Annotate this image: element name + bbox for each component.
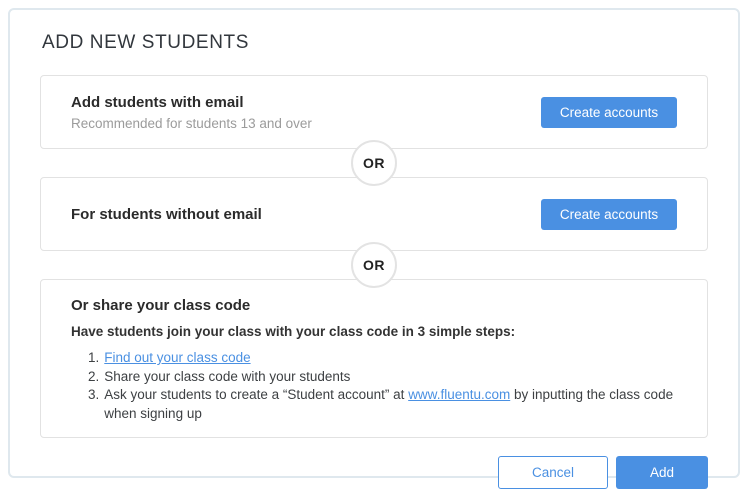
section-heading: For students without email bbox=[71, 205, 262, 223]
class-code-intro: Have students join your class with your class code in 3 simple steps: bbox=[71, 324, 516, 339]
find-class-code-link[interactable]: Find out your class code bbox=[104, 350, 251, 365]
add-new-students-dialog bbox=[8, 8, 740, 478]
step-number: 1. bbox=[88, 350, 100, 365]
or-divider-1 bbox=[40, 149, 708, 177]
create-accounts-email-button[interactable]: Create accounts bbox=[541, 97, 677, 128]
list-item bbox=[88, 368, 677, 387]
step-text-before: Ask your students to create a “Student account” at bbox=[104, 387, 409, 402]
dialog-footer bbox=[40, 456, 708, 489]
or-divider-2 bbox=[40, 251, 708, 279]
step-text-after: by inputting the class code when signing up bbox=[104, 387, 674, 421]
section-subtext: Recommended for students 13 and over bbox=[71, 115, 312, 131]
create-accounts-no-email-button[interactable]: Create accounts bbox=[541, 199, 677, 230]
section-class-code bbox=[40, 279, 708, 438]
step-number: 2. bbox=[88, 368, 100, 384]
class-code-steps bbox=[88, 349, 677, 423]
section-without-email bbox=[40, 177, 708, 251]
or-badge: OR bbox=[351, 242, 397, 288]
section-add-with-email bbox=[40, 75, 708, 149]
step-text bbox=[104, 349, 250, 368]
page-title: ADD NEW STUDENTS bbox=[42, 32, 249, 53]
step-text: Share your class code with your students bbox=[104, 368, 351, 384]
fluentu-link[interactable]: www.fluentu.com bbox=[408, 387, 511, 402]
section-add-with-email-text bbox=[71, 94, 312, 131]
section-heading: Add students with email bbox=[71, 93, 244, 111]
section-heading: Or share your class code bbox=[71, 297, 251, 314]
step-text bbox=[104, 386, 677, 423]
list-item bbox=[88, 349, 677, 368]
list-item bbox=[88, 386, 677, 423]
add-button[interactable]: Add bbox=[616, 456, 708, 489]
or-badge: OR bbox=[351, 140, 397, 186]
cancel-button[interactable]: Cancel bbox=[498, 456, 608, 489]
step-number: 3. bbox=[88, 387, 100, 402]
